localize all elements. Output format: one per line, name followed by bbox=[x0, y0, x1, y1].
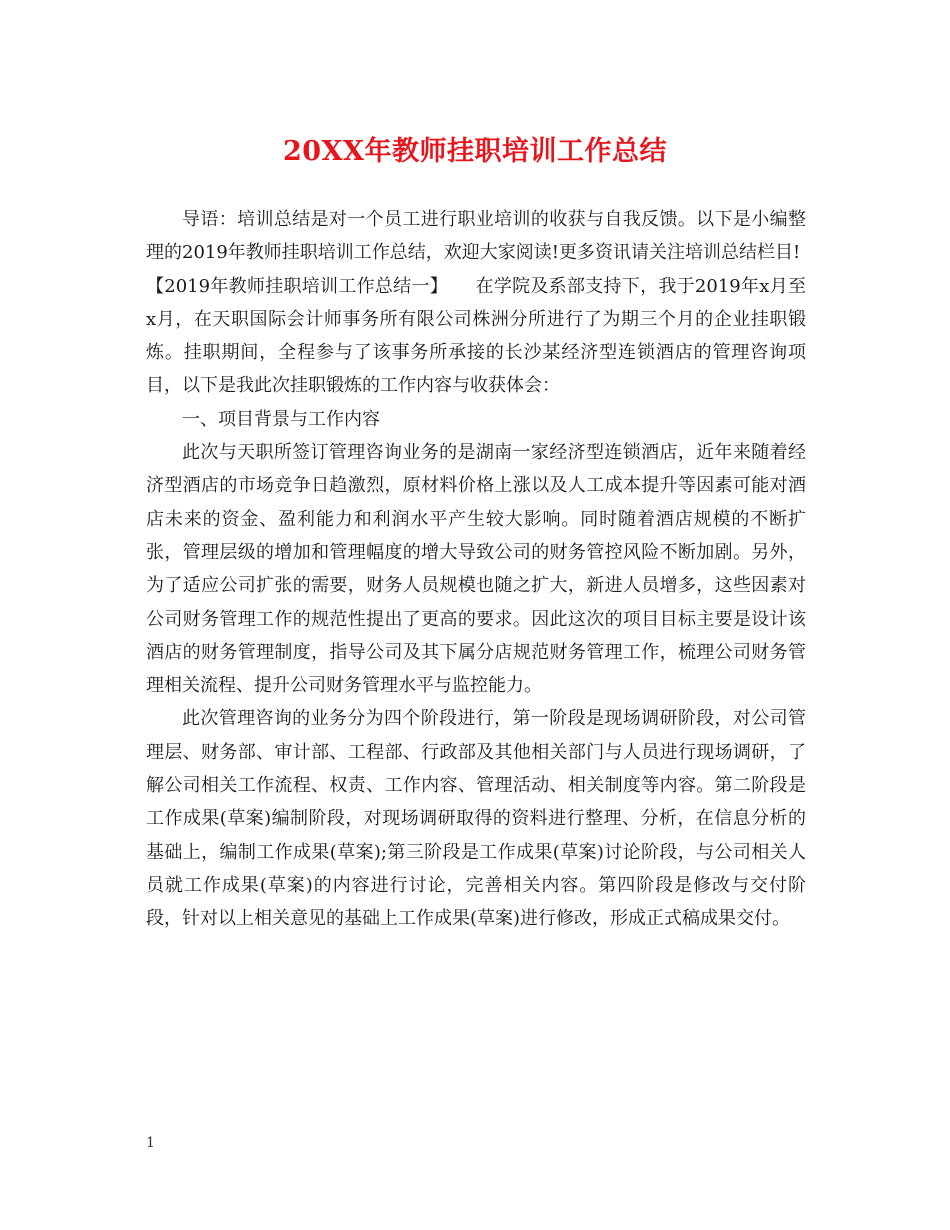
body-paragraph: 此次与天职所签订管理咨询业务的是湖南一家经济型连锁酒店，近年来随着经济型酒店的市场竞争日趋激烈，原材料价格上涨以及人工成本提升等因素可能对酒店未来的资金、盈利能力和利润水平产生较大影响。同时随着酒店规模的不断扩张，管理层级的增加和管理幅度的增大导致公司的财务管控风险不断加剧。另外，为了适应公司扩张的需要，财务人员规模也随之扩大，新进人员增多，这些因素对公司财务管理工作的规范性提出了更高的要求。因此这次的项目目标主要是设计该酒店的财务管理制度，指导公司及其下属分店规范财务管理工作，梳理公司财务管理相关流程、提升公司财务管理水平与监控能力。 bbox=[146, 442, 806, 697]
body-paragraph: 此次管理咨询的业务分为四个阶段进行，第一阶段是现场调研阶段，对公司管理层、财务部、审计部、工程部、行政部及其他相关部门与人员进行现场调研，了解公司相关工作流程、权责、工作内容、管理活动、相关制度等内容。第二阶段是工作成果(草案)编制阶段，对现场调研取得的资料进行整理、分析，在信息分析的基础上，编制工作成果(草案);第三阶段是工作成果(草案)讨论阶段，与公司相关人员就工作成果(草案)的内容进行讨论，完善相关内容。第四阶段是修改与交付阶段，针对以上相关意见的基础上工作成果(草案)进行修改，形成正式稿成果交付。 bbox=[146, 708, 806, 930]
section-heading-paragraph: 【2019年教师挂职培训工作总结一】 在学院及系部支持下，我于2019年x月至x月，在天职国际会计师事务所有限公司株洲分所进行了为期三个月的企业挂职锻炼。挂职期间，全程参与了该事务所承接的长沙某经济型连锁酒店的管理咨询项目，以下是我此次挂职锻炼的工作内容与收获体会： bbox=[146, 275, 806, 397]
document-title: 20XX年教师挂职培训工作总结 bbox=[283, 136, 667, 167]
intro-paragraph: 导语：培训总结是对一个员工进行职业培训的收获与自我反馈。以下是小编整理的2019年教师挂职培训工作总结，欢迎大家阅读!更多资讯请关注培训总结栏目! bbox=[146, 209, 806, 264]
subheading: 一、项目背景与工作内容 bbox=[182, 408, 380, 430]
document-body bbox=[146, 203, 806, 936]
page-number: 1 bbox=[146, 1135, 155, 1151]
